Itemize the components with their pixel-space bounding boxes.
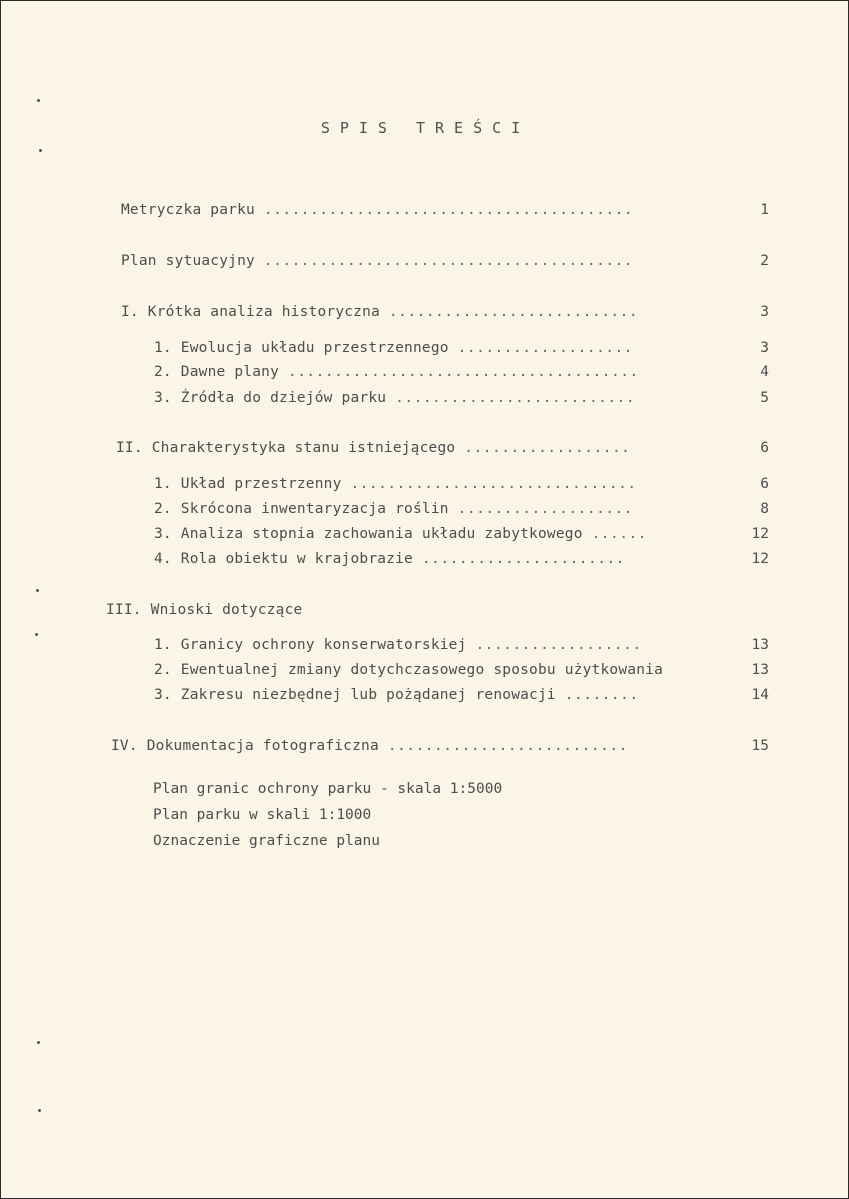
toc-entry-page: 5: [760, 390, 769, 406]
toc-entry-text: 1. Granicy ochrony konserwatorskiej: [154, 637, 467, 653]
scan-speck: [35, 633, 38, 636]
toc-entry-page: 6: [760, 440, 769, 456]
toc-entry-leader: ........................................: [263, 202, 634, 218]
toc-entry-text: IV. Dokumentacja fotograficzna: [111, 738, 379, 754]
toc-entry-page: 6: [760, 476, 769, 492]
toc-entry-text: 1. Ewolucja układu przestrzennego: [154, 340, 449, 356]
toc-entry: [154, 662, 663, 678]
toc-entry-leader: ...........................: [388, 304, 639, 320]
toc-entry-page: 3: [760, 340, 769, 356]
toc-entry-page: 3: [760, 304, 769, 320]
scan-speck: [37, 99, 40, 102]
toc-section-heading: [106, 602, 302, 618]
scan-speck: [37, 1041, 40, 1044]
toc-entry: [121, 202, 633, 218]
toc-entry: [116, 440, 630, 456]
toc-entry-leader: ..........................: [395, 390, 636, 406]
toc-entry-page: 8: [760, 501, 769, 517]
toc-entry-text: Plan sytuacyjny: [121, 253, 255, 269]
toc-entry-page: 2: [760, 253, 769, 269]
toc-entry-page: 14: [751, 687, 769, 703]
toc-entry-page: 1: [760, 202, 769, 218]
toc-entry-text: 2. Skrócona inwentaryzacja roślin: [154, 501, 449, 517]
toc-entry: [154, 551, 625, 567]
scan-speck: [38, 1109, 41, 1112]
appendix-item: Plan parku w skali 1:1000: [153, 807, 372, 823]
scan-speck: [39, 149, 42, 152]
toc-entry: [121, 253, 633, 269]
toc-entry-leader: ...................: [457, 501, 633, 517]
toc-entry: [154, 526, 647, 542]
toc-entry-leader: ........................................: [263, 253, 634, 269]
toc-entry-leader: ........: [564, 687, 639, 703]
toc-entry: [154, 637, 642, 653]
toc-entry-leader: ......................................: [287, 364, 639, 380]
toc-entry-leader: ..................: [464, 440, 631, 456]
toc-entry-text: 2. Dawne plany: [154, 364, 280, 380]
toc-entry: [121, 304, 638, 320]
toc-entry-page: 15: [751, 738, 769, 754]
page-title: SPIS TREŚCI: [320, 119, 531, 137]
toc-entry-text: 2. Ewentualnej zmiany dotychczasowego sposobu użytkowania: [154, 662, 663, 678]
toc-entry-text: 3. Analiza stopnia zachowania układu zabytkowego: [154, 526, 583, 542]
toc-entry: [154, 390, 635, 406]
toc-entry: [154, 340, 633, 356]
toc-entry: [154, 687, 639, 703]
toc-entry-leader: ......: [591, 526, 647, 542]
appendix-item: Plan granic ochrony parku - skala 1:5000: [153, 781, 503, 797]
toc-entry: [111, 738, 628, 754]
toc-entry: [154, 364, 639, 380]
toc-entry-page: 4: [760, 364, 769, 380]
toc-entry-text: I. Krótka analiza historyczna: [121, 304, 380, 320]
toc-entry-leader: ...................: [457, 340, 633, 356]
toc-entry-page: 13: [751, 637, 769, 653]
toc-entry-leader: ......................: [421, 551, 625, 567]
toc-entry-page: 12: [751, 526, 769, 542]
toc-entry-text: 1. Układ przestrzenny: [154, 476, 342, 492]
toc-entry-text: 4. Rola obiektu w krajobrazie: [154, 551, 413, 567]
toc-entry: [154, 501, 633, 517]
toc-entry-text: II. Charakterystyka stanu istniejącego: [116, 440, 456, 456]
scan-speck: [36, 589, 39, 592]
toc-entry-leader: ..................: [475, 637, 642, 653]
toc-entry-leader: ...............................: [350, 476, 637, 492]
toc-entry-page: 13: [751, 662, 769, 678]
appendix-item: Oznaczenie graficzne planu: [153, 833, 380, 849]
toc-entry-page: 12: [751, 551, 769, 567]
toc-entry-text: 3. Zakresu niezbędnej lub pożądanej renowacji: [154, 687, 556, 703]
toc-entry-text: Metryczka parku: [121, 202, 255, 218]
toc-entry: [154, 476, 637, 492]
toc-entry-text: III. Wnioski dotyczące: [106, 602, 303, 618]
toc-entry-leader: ..........................: [387, 738, 628, 754]
toc-entry-text: 3. Źródła do dziejów parku: [154, 390, 387, 406]
